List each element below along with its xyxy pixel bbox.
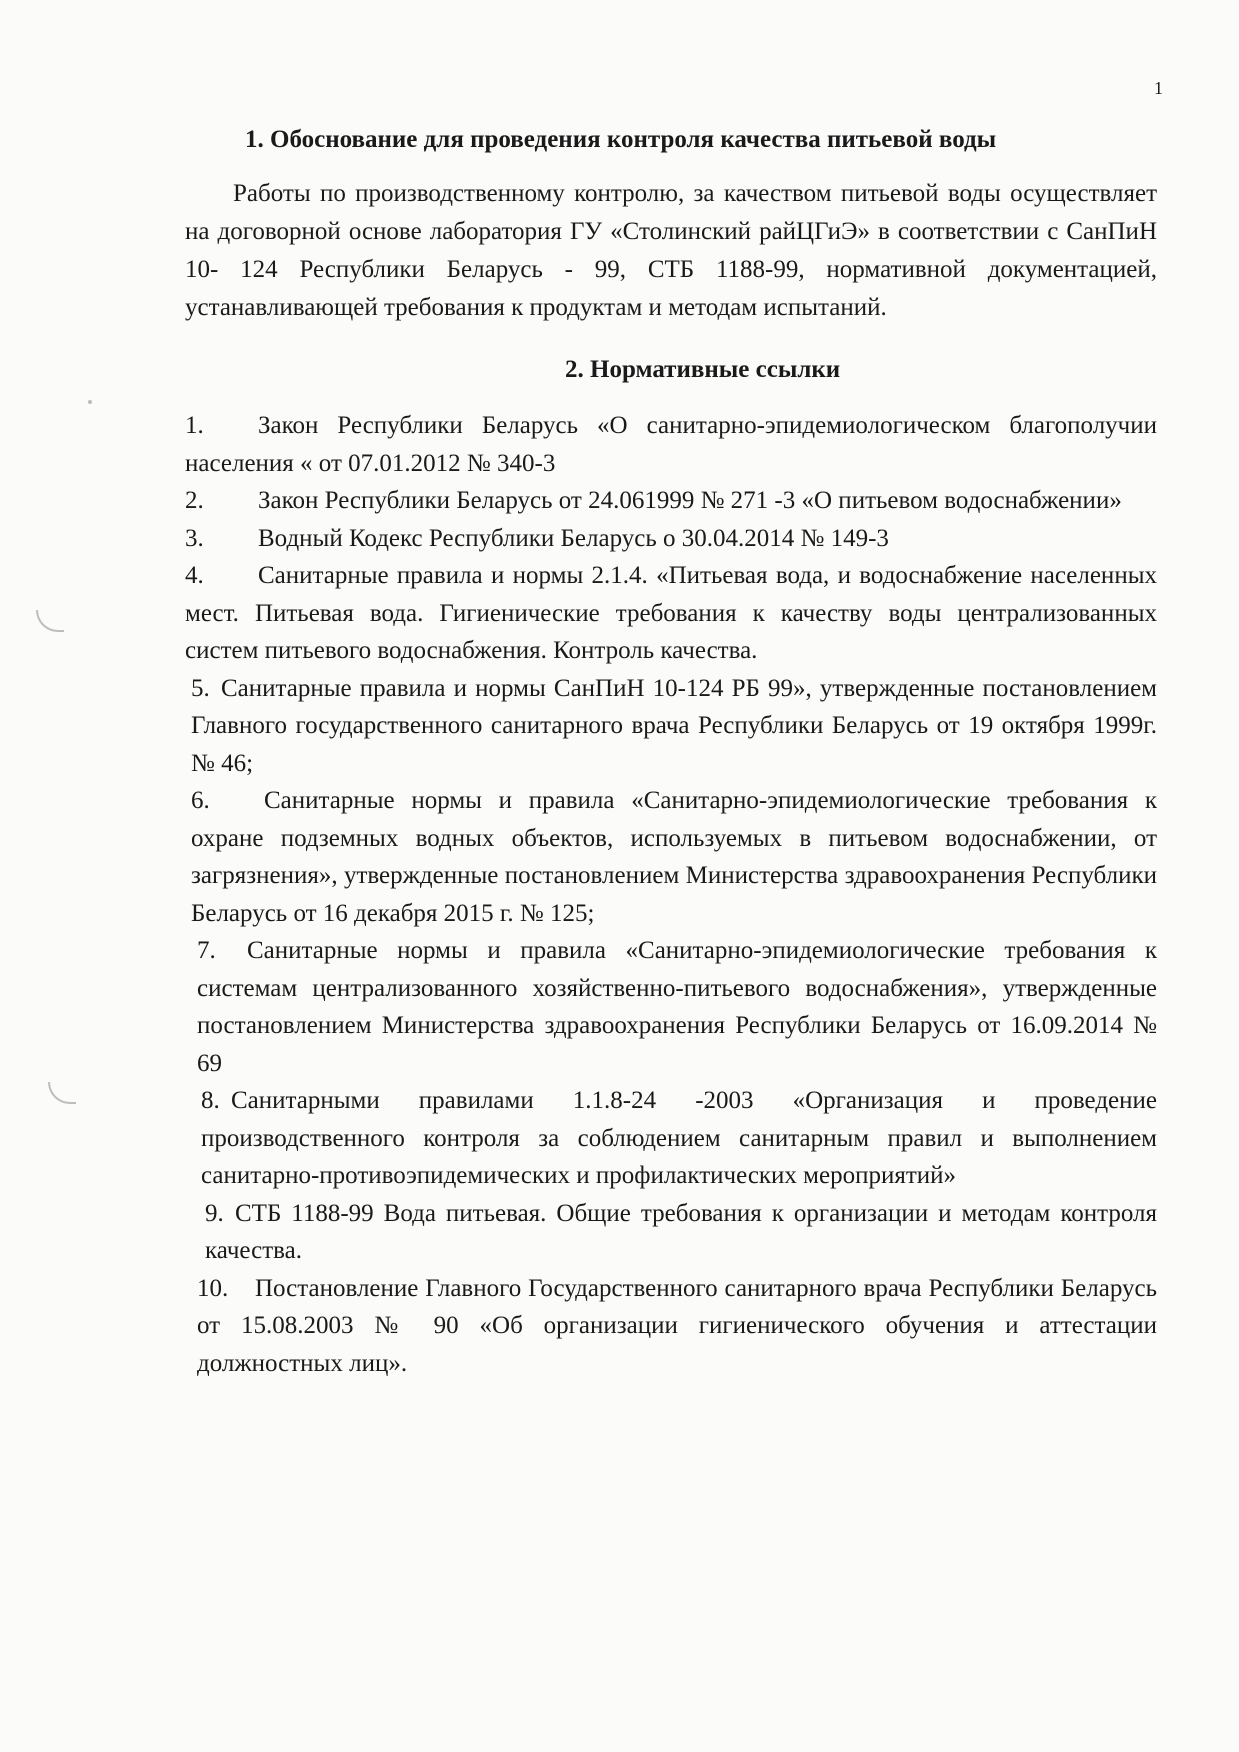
section-2-heading: 2. Нормативные ссылки bbox=[565, 356, 841, 383]
reference-number: 3. bbox=[185, 524, 204, 552]
section-1-paragraph: Работы по производственному контролю, за качеством питьевой воды осуществляет на договорной основе лаборатория ГУ «Столинский райЦГиЭ» в соответствии с СанПиН 10- 124 Республики Беларусь - 99, СТБ 1188-99, нормативной документацией, устанавливающей требования к продуктам и методам испытаний. bbox=[185, 180, 1157, 321]
reference-item bbox=[185, 1082, 1157, 1195]
scan-speck bbox=[88, 400, 92, 404]
references-list bbox=[185, 407, 1157, 1382]
reference-number: 8. bbox=[201, 1087, 220, 1114]
reference-number: 5. bbox=[191, 674, 210, 702]
reference-text: СТБ 1188-99 Вода питьевая. Общие требования к организации и методам контроля качества. bbox=[205, 1199, 1157, 1264]
reference-item bbox=[185, 932, 1157, 1082]
reference-item bbox=[185, 782, 1157, 932]
reference-number: 4. bbox=[185, 562, 204, 589]
reference-text: Закон Республики Беларусь «О санитарно-эпидемиологическом благополучии населения « от 07.01.2012 № 340-3 bbox=[185, 412, 1157, 477]
scan-mark-upper bbox=[36, 610, 64, 632]
section-1-heading: 1. Обоснование для проведения контроля качества питьевой воды bbox=[245, 126, 997, 153]
reference-item bbox=[185, 520, 1157, 558]
reference-number: 9. bbox=[205, 1199, 224, 1227]
reference-item bbox=[185, 1195, 1157, 1270]
reference-text: Санитарные правила и нормы СанПиН 10-124 РБ 99», утвержденные постановлением Главного государственного санитарного врача Республики Беларусь от 19 октября 1999г. № 46; bbox=[191, 674, 1157, 777]
reference-number: 1. bbox=[185, 412, 204, 439]
reference-item bbox=[185, 407, 1157, 482]
reference-text: Водный Кодекс Республики Беларусь о 30.04.2014 № 149-3 bbox=[258, 524, 889, 552]
reference-text: Санитарные правила и нормы 2.1.4. «Питьевая вода, и водоснабжение населенных мест. Питьевая вода. Гигиенические требования к качеству воды централизованных систем питьевого водоснабжения. Контроль качества. bbox=[185, 562, 1157, 664]
reference-number: 6. bbox=[191, 787, 210, 814]
reference-text: Санитарные нормы и правила «Санитарно-эпидемиологические требования к охране подземных водных объектов, используемых в питьевом водоснабжении, от загрязнения», утвержденные постановлением Министерства здравоохранения Республики Беларусь от 16 декабря 2015 г. № 125; bbox=[191, 787, 1157, 927]
reference-item bbox=[185, 482, 1157, 520]
reference-text: Постановление Главного Государственного санитарного врача Республики Беларусь от 15.08.2003 № 90 «Об организации гигиенического обучения и аттестации должностных лиц». bbox=[197, 1274, 1157, 1377]
document-body bbox=[185, 123, 1157, 1382]
reference-item bbox=[185, 1270, 1157, 1383]
reference-text: Закон Республики Беларусь от 24.061999 № 271 -3 «О питьевом водоснабжении» bbox=[258, 487, 1122, 514]
reference-number: 10. bbox=[197, 1274, 229, 1302]
reference-item bbox=[185, 670, 1157, 783]
page-number: 1 bbox=[1154, 78, 1163, 98]
scan-mark-lower bbox=[48, 1082, 76, 1104]
reference-number: 7. bbox=[197, 937, 216, 964]
reference-item bbox=[185, 557, 1157, 670]
reference-text: Санитарные нормы и правила «Санитарно-эпидемиологические требования к системам централизованного хозяйственно-питьевого водоснабжения», утвержденные постановлением Министерства здравоохранения Республики Беларусь от 16.09.2014 № 69 bbox=[197, 937, 1157, 1077]
reference-number: 2. bbox=[185, 487, 204, 514]
reference-text: Санитарными правилами 1.1.8-24 -2003 «Организация и проведение производственного контроля за соблюдением санитарным правил и выполнением санитарно-противоэпидемических и профилактических мероприятий» bbox=[201, 1087, 1157, 1189]
